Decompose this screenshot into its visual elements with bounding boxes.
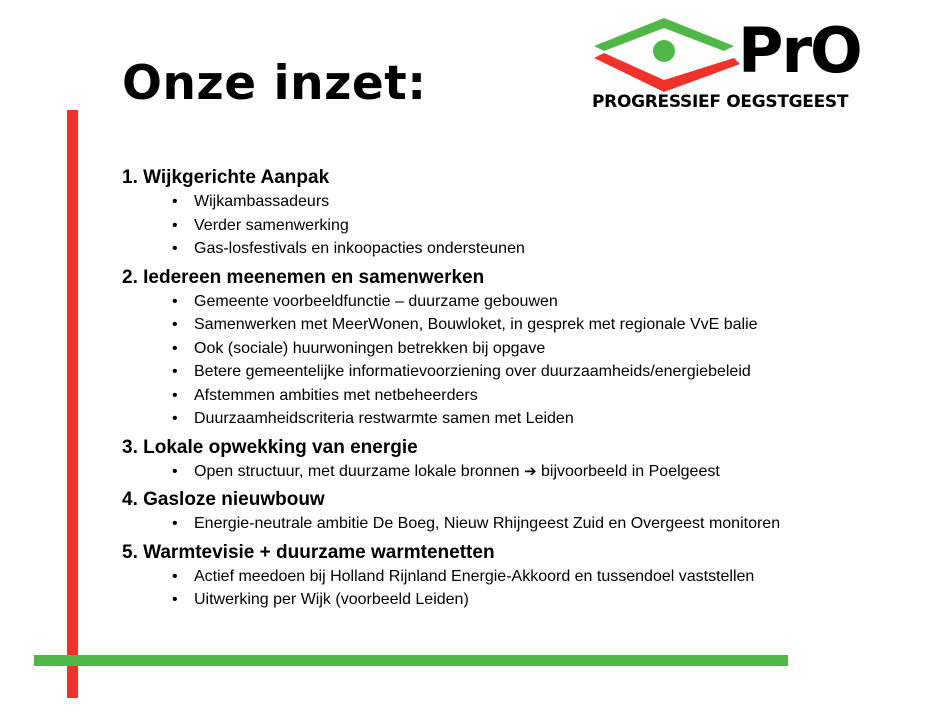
list-item: • Ook (sociale) huurwoningen betrekken bij opgave	[172, 339, 546, 357]
section-3	[122, 436, 902, 484]
logo-wordmark: PrO	[738, 14, 861, 87]
red-accent-bar	[67, 110, 78, 698]
list-item: • Samenwerken met MeerWonen, Bouwloket, in gesprek met regionale VvE balie	[172, 316, 758, 333]
list-item: • Gemeente voorbeeldfunctie – duurzame gebouwen	[172, 292, 558, 310]
list-item: • Duurzaamheidscriteria restwarmte samen met Leiden	[172, 410, 574, 427]
house-logo-icon	[590, 18, 750, 92]
section-heading: 5. Warmtevisie + duurzame warmtenetten	[122, 541, 495, 563]
list-item: • Betere gemeentelijke informatievoorziening over duurzaamheids/energiebeleid	[172, 363, 751, 380]
arrow-right-icon: ➔	[523, 462, 537, 480]
section-4	[122, 488, 902, 536]
list-item: • Verder samenwerking	[172, 216, 349, 234]
list-item: • Actief meedoen bij Holland Rijnland Energie-Akkoord en tussendoel vaststellen	[172, 567, 755, 585]
logo-subtitle: PROGRESSIEF OEGSTGEEST	[592, 92, 849, 112]
list-item: • Wijkambassadeurs	[172, 193, 330, 210]
list-item: • Uitwerking per Wijk (voorbeeld Leiden)	[172, 591, 469, 608]
list-item: • Energie-neutrale ambitie De Boeg, Nieuw Rhijngeest Zuid en Overgeest monitoren	[172, 515, 781, 532]
content-list	[122, 166, 902, 617]
list-item: • Gas-losfestivals en inkoopacties ondersteunen	[172, 240, 525, 257]
list-item: • Afstemmen ambities met netbeheerders	[172, 386, 478, 404]
pro-logo	[590, 14, 880, 118]
section-heading: 3. Lokale opwekking van energie	[122, 436, 418, 458]
section-5	[122, 541, 902, 612]
slide-title: Onze inzet:	[122, 56, 427, 111]
section-heading: 4. Gasloze nieuwbouw	[122, 489, 325, 510]
section-heading: 2. Iedereen meenemen en samenwerken	[122, 266, 485, 288]
section-2	[122, 266, 902, 431]
section-1	[122, 166, 902, 261]
green-accent-bar	[34, 655, 788, 666]
section-heading: 1. Wijkgerichte Aanpak	[122, 167, 330, 188]
list-item: • Open structuur, met duurzame lokale bronnen ➔ bijvoorbeeld in Poelgeest	[172, 462, 720, 480]
